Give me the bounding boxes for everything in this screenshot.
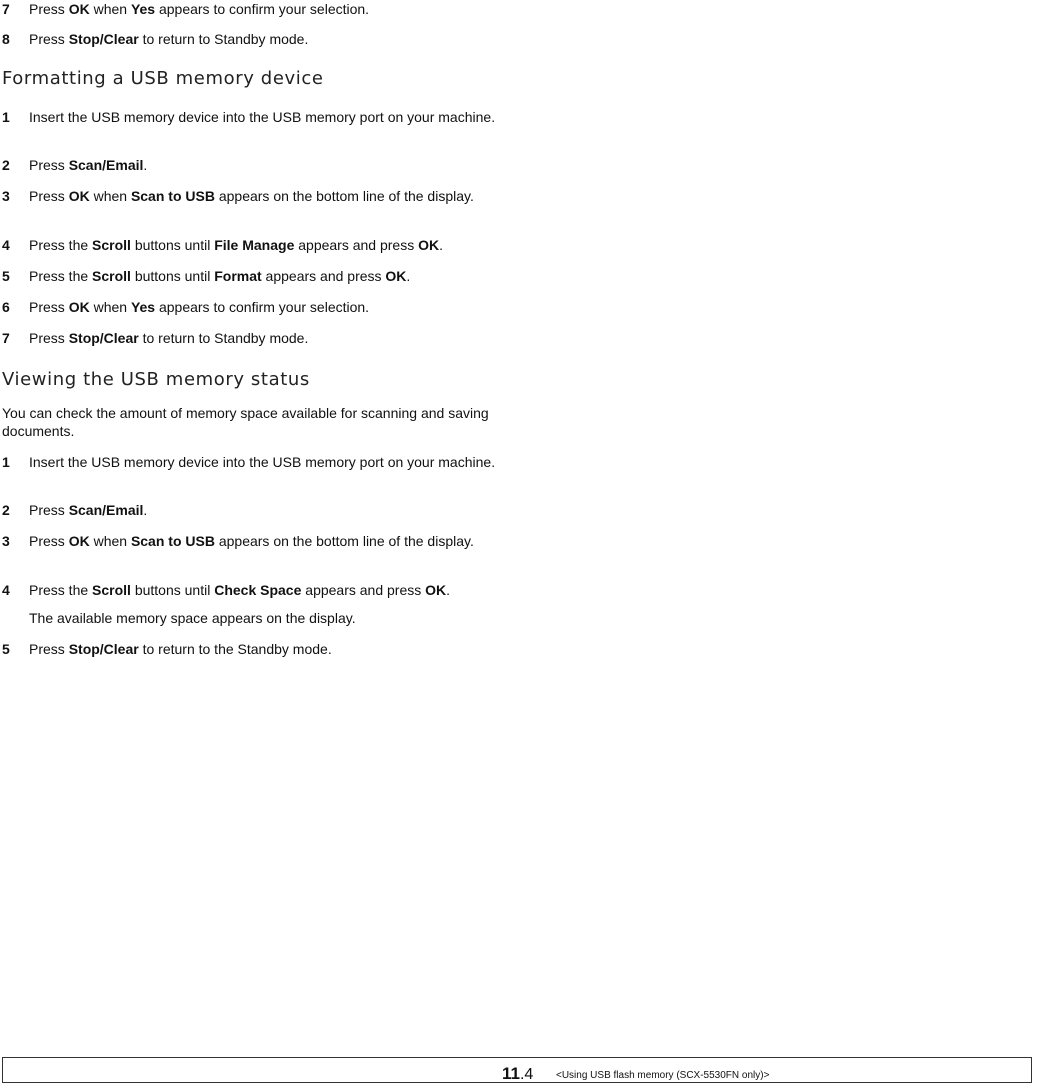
step-text [29, 532, 499, 550]
text-run: appears to confirm your selection. [155, 299, 370, 315]
step-text [29, 267, 499, 285]
text-run: when [89, 299, 131, 315]
text-run: . [143, 157, 148, 173]
bold-term: Scan/Email [68, 157, 144, 173]
text-run: buttons until [130, 582, 215, 598]
bold-term: Scan/Email [68, 502, 144, 518]
step-number: 8 [2, 31, 10, 47]
text-run: Press the [29, 582, 93, 598]
bold-term: OK [68, 188, 90, 204]
page-number-sub: .4 [519, 1066, 534, 1083]
bold-term: Check Space [214, 582, 302, 598]
bold-term: OK [425, 582, 447, 598]
bold-term: Scroll [92, 237, 131, 253]
step-number: 2 [2, 157, 10, 173]
step-number: 6 [2, 299, 10, 315]
section-intro: You can check the amount of memory space available for scanning and saving documents. [2, 405, 489, 439]
bold-term: OK [68, 299, 90, 315]
bold-term: Yes [130, 299, 156, 315]
text-run: to return to Standby mode. [138, 31, 309, 47]
text-run: Press [29, 1, 69, 17]
text-run: Insert the USB memory device into the USB memory port on your machine. [29, 109, 496, 125]
step-text [29, 329, 499, 347]
text-run: appears and press [294, 237, 419, 253]
text-run: Insert the USB memory device into the USB memory port on your machine. [29, 454, 496, 470]
bold-term: Scroll [92, 582, 131, 598]
text-run: Press [29, 330, 69, 346]
section-heading-formatting: Formatting a USB memory device [2, 68, 324, 89]
step-text [29, 156, 499, 174]
text-run: Press [29, 157, 69, 173]
text-run: appears on the bottom line of the display. [214, 188, 474, 204]
step-number: 4 [2, 237, 10, 253]
step-number: 5 [2, 268, 10, 284]
text-run: buttons until [130, 237, 215, 253]
step-text [29, 298, 499, 316]
step-number: 3 [2, 533, 10, 549]
bold-term: File Manage [214, 237, 295, 253]
bold-term: Stop/Clear [68, 330, 139, 346]
step-text [29, 453, 499, 471]
text-run: Press [29, 533, 69, 549]
text-run: Press [29, 188, 69, 204]
bold-term: Scan to USB [130, 188, 215, 204]
bold-term: Scroll [92, 268, 131, 284]
bold-term: Stop/Clear [68, 641, 139, 657]
step-number: 2 [2, 502, 10, 518]
step-number: 1 [2, 109, 10, 125]
text-run: Press [29, 31, 69, 47]
bold-term: OK [418, 237, 440, 253]
text-run: Press [29, 299, 69, 315]
bold-term: Stop/Clear [68, 31, 139, 47]
page-number-main: 11 [502, 1064, 520, 1083]
step-text [29, 108, 499, 126]
step-number: 7 [2, 330, 10, 346]
text-run: Press the [29, 237, 93, 253]
text-run: appears to confirm your selection. [155, 1, 370, 17]
bold-term: Yes [130, 1, 156, 17]
step-number: 3 [2, 188, 10, 204]
bold-term: OK [385, 268, 407, 284]
text-run: appears and press [301, 582, 426, 598]
text-run: . [143, 502, 148, 518]
text-run: appears on the bottom line of the display. [214, 533, 474, 549]
step-text [29, 581, 499, 599]
bold-term: Format [214, 268, 262, 284]
step-4-note: The available memory space appears on the display. [29, 610, 356, 626]
text-run: when [89, 1, 131, 17]
text-run: Press [29, 502, 69, 518]
text-run: . [406, 268, 411, 284]
text-run: Press [29, 641, 69, 657]
bold-term: OK [68, 1, 90, 17]
step-text [29, 30, 499, 48]
text-run: . [446, 582, 451, 598]
step-number: 7 [2, 1, 10, 17]
step-number: 4 [2, 582, 10, 598]
text-run: when [89, 188, 131, 204]
text-run: appears and press [261, 268, 386, 284]
text-run: . [439, 237, 443, 253]
bold-term: Scan to USB [130, 533, 215, 549]
text-run: buttons until [130, 268, 215, 284]
step-number: 5 [2, 641, 10, 657]
step-number: 1 [2, 454, 10, 470]
step-text [29, 501, 499, 519]
step-text [29, 187, 499, 205]
bold-term: OK [68, 533, 90, 549]
text-run: to return to the Standby mode. [138, 641, 332, 657]
step-text [29, 0, 499, 18]
section-heading-viewing-status: Viewing the USB memory status [2, 369, 310, 390]
text-run: when [89, 533, 131, 549]
page-number [502, 1064, 533, 1084]
chapter-title: <Using USB flash memory (SCX-5530FN only)> [556, 1070, 770, 1081]
text-run: Press the [29, 268, 93, 284]
step-text [29, 236, 499, 254]
text-run: to return to Standby mode. [138, 330, 309, 346]
step-text [29, 640, 499, 658]
